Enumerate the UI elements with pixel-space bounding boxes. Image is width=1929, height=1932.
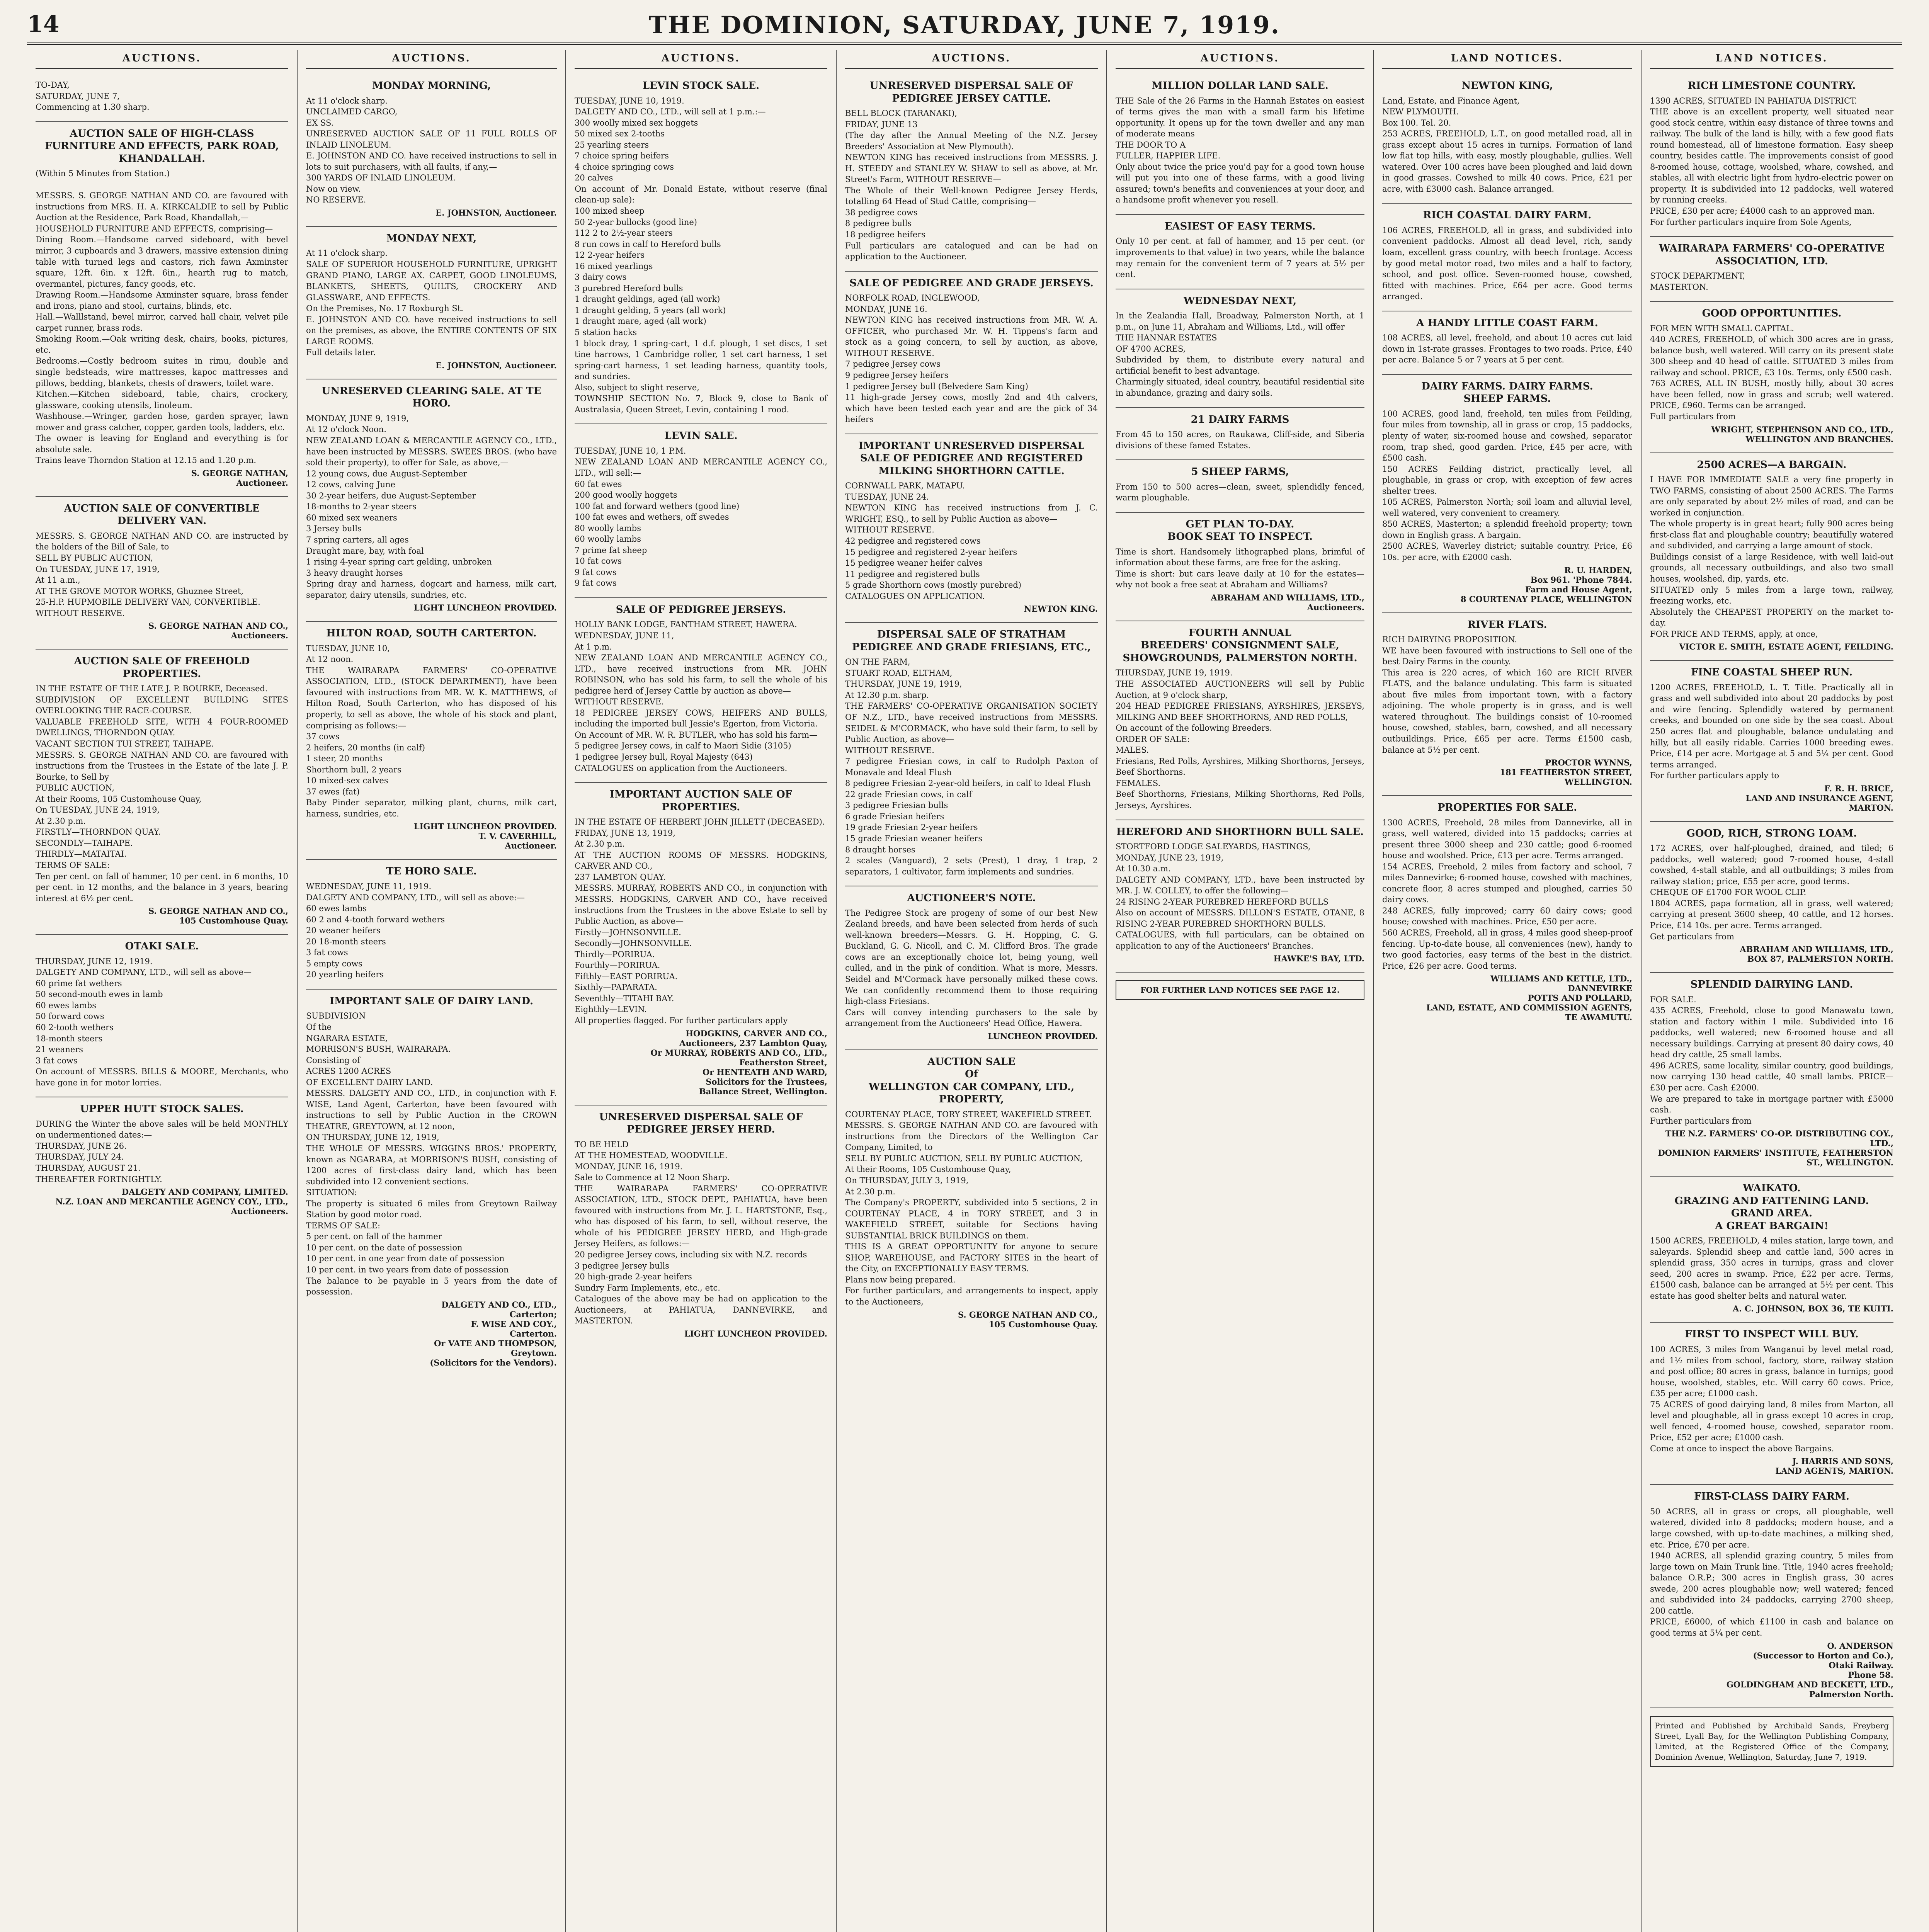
advertisement [845, 74, 1098, 272]
ad-signature: S. GEORGE NATHAN AND CO., 105 Customhouse Quay. [148, 906, 288, 926]
ad-body: MESSRS. S. GEORGE NATHAN AND CO. are instructed by the holders of the Bill of Sale, to SELL BY PUBLIC AUCTION, On TUESDAY, JUNE 17, 1919, At 11 a.m., AT THE GROVE MOTOR WORKS, Ghuznee Street, 25-H.P. HUPMOBILE DELIVERY VAN, CONVERTIBLE. WITHOUT RESERVE. [36, 531, 288, 618]
ad-heading: FINE COASTAL SHEEP RUN. [1691, 667, 1852, 679]
ad-heading: UNRESERVED CLEARING SALE. AT TE HORO. [322, 385, 545, 410]
ad-body: MONDAY, JUNE 9, 1919, At 12 o'clock Noon. NEW ZEALAND LOAN & MERCANTILE AGENCY CO., LTD., have been instructed by MESSRS. SWEES BROS. (who have sold their property), to offer for Sale, as above,— 12 young cows, due August-September 12 cows, calving June 30 2-year heifers, due August-September 18-months to 2-year steers 60 mixed sex weaners 3 Jersey bulls 7 spring carters, all ages Draught mare, bay, with foal 1 rising 4-year spring cart gelding, unbroken 3 heavy draught horses Spring dray and harness, dogcart and harness, milk cart, separator, dairy utensils, sundries, etc. [306, 413, 557, 600]
advertisement [575, 74, 827, 424]
column-header: AUCTIONS. [36, 50, 288, 69]
ad-heading: 21 DAIRY FARMS [1191, 413, 1289, 425]
advertisement [1116, 408, 1367, 461]
advertisement [1116, 820, 1364, 973]
column-3 [566, 50, 837, 1932]
continued-notice: FOR FURTHER LAND NOTICES SEE PAGE 12. [1116, 980, 1364, 1000]
ad-body: Only 10 per cent. at fall of hammer, and 15 per cent. (or improvements to that value) in two years, while the balance may remain for the convenient term of 7 years at 5½ per cent. [1116, 236, 1367, 279]
ad-body: At 11 o'clock sharp. SALE OF SUPERIOR HOUSEHOLD FURNITURE, UPRIGHT GRAND PIANO, LARGE AX. CARPET, GOOD LINOLEUMS, BLANKETS, SHEETS, QUILTS, CROCKERY AND GLASSWARE, AND EFFECTS. On the Premises, No. 17 Roxburgh St. E. JOHNSTON AND CO. have received instructions to sell on the premises, as above, the ENTIRE CONTENTS OF SIX LARGE ROOMS. Full details later. [306, 248, 557, 357]
ad-heading: 2500 ACRES—A BARGAIN. [1697, 459, 1847, 471]
ad-body: STORTFORD LODGE SALEYARDS, HASTINGS, MONDAY, JUNE 23, 1919, At 10.30 a.m. DALGETY AND COMPANY, LTD., have been instructed by MR. J. W. COLLEY, to offer the following— 24 RISING 2-YEAR PUREBRED HEREFORD BULLS Also on account of MESSRS. DILLON'S ESTATE, OTANE, 8 RISING 2-YEAR PUREBRED SHORTHORN BULLS. CATALOGUES, with full particulars, can be obtained on application to any of the Auctioneers' Branches. [1116, 842, 1364, 951]
ad-signature: O. ANDERSON (Successor to Horton and Co.), Otaki Railway. Phone 58. GOLDINGHAM AND BECKETT, LTD., Palmerston North. [1726, 1641, 1893, 1699]
ad-heading: WAIRARAPA FARMERS' CO-OPERATIVE ASSOCIATION, LTD. [1659, 243, 1888, 267]
ad-body: 50 ACRES, all in grass or crops, all ploughable, well watered, divided into 8 paddocks; modern house, and a large cowshed, with up-to-date machines, a milking shed, etc. Price, £70 per acre. 1940 ACRES, all splendid grazing country, 5 miles from large town on Main Trunk line. Title, 1940 acres freehold; balance O.R.P.; 300 acres in English grass, 30 acres swede, 200 acres ploughable now; well watered; fenced and subdivided into 24 paddocks, carrying 2700 sheep, 200 cattle. PRICE, £6000, of which £1100 in cash and balance on good terms at 5¼ per cent. [1650, 1507, 1893, 1638]
advertisement [575, 783, 827, 1105]
ad-body: BELL BLOCK (TARANAKI), FRIDAY, JUNE 13 (The day after the Annual Meeting of the N.Z. Jersey Breeders' Association at New Plymouth). NEWTON KING has received instructions from MESSRS. J. H. STEEDY and STANLEY W. SHAW to sell as above, at Mr. Street's Farm, WITHOUT RESERVE— The Whole of their Well-known Pedigree Jersey Herds, totalling 64 Head of Stud Cattle, comprising— 38 pedigree cows 8 pedigree bulls 18 pedigree heifers Full particulars are catalogued and can be had on application to the Auctioneer. [845, 109, 1098, 262]
advertisement [36, 650, 288, 935]
ad-signature: LIGHT LUNCHEON PROVIDED. T. V. CAVERHILL, Auctioneer. [413, 821, 557, 851]
advertisement [306, 379, 557, 622]
ad-body: 100 ACRES, good land, freehold, ten miles from Feilding, four miles from township, all in grass or crop, 15 paddocks, plenty of water, six-roomed house and cowshed, separator room, trap shed, good garden. Price, £45 per acre, with £500 cash. 150 ACRES Feilding district, practically level, all ploughable, in grass or crop, with exception of few acres shelter trees. 105 ACRES, Palmerston North; soil loam and alluvial level, well watered, very convenient to creamery. 850 ACRES, Masterton; a splendid freehold property; town down in English grass. A bargain. 2500 ACRES, Waverley district; suitable country. Price, £6 10s. per acre, with £2000 cash. [1382, 409, 1632, 562]
ad-body: 172 ACRES, over half-ploughed, drained, and tiled; 6 paddocks, well watered; good 7-roomed house, 4-stall cowshed, 4-stall stable, and all outbuildings; 3 miles from railway station; price, £55 per acre, good terms. CHEQUE OF £1700 FOR WOOL CLIP. 1804 ACRES, papa formation, all in grass, well watered; carrying at present 3600 sheep, 40 cattle, and 12 horses. Price, £14 10s. per acre. Terms arranged. Get particulars from [1650, 844, 1893, 941]
advertisement [1382, 796, 1632, 1031]
ad-signature: E. JOHNSTON, Auctioneer. [435, 207, 557, 218]
column-header: LAND NOTICES. [1650, 50, 1893, 69]
ad-body: IN THE ESTATE OF THE LATE J. P. BOURKE, Deceased. SUBDIVISION OF EXCELLENT BUILDING SITES OVERLOOKING THE RACE-COURSE. VALUABLE FREEHOLD SITE, WITH 4 FOUR-ROOMED DWELLINGS, THORNDON QUAY. VACANT SECTION TUI STREET, TAIHAPE. MESSRS. S. GEORGE NATHAN AND CO. are favoured with instructions from the Trustees in the Estate of the late J. P. Bourke, to Sell by PUBLIC AUCTION, At their Rooms, 105 Customhouse Quay, On TUESDAY, JUNE 24, 1919, At 2.30 p.m. FIRSTLY—THORNDON QUAY. SECONDLY—TAIHAPE. THIRDLY—MATAITAI. TERMS OF SALE: Ten per cent. on fall of hammer, 10 per cent. in 6 months, 10 per cent. in 12 months, and the balance in 3 years, bearing interest at 6½ per cent. [36, 684, 288, 903]
ad-signature: S. GEORGE NATHAN AND CO., Auctioneers. [148, 621, 288, 641]
column-4 [837, 50, 1107, 1932]
advertisement [575, 424, 827, 598]
advertisement [845, 886, 1098, 1050]
ad-body: TO BE HELD AT THE HOMESTEAD, WOODVILLE. MONDAY, JUNE 16, 1919. Sale to Commence at 12 Noon Sharp. THE WAIRARAPA FARMERS' CO-OPERATIVE ASSOCIATION, LTD., STOCK DEPT., PAHIATUA, have been favoured with instructions from Mr. J. L. HARTSTONE, Esq., who has disposed of his farm, to sell, without reserve, the whole of his PEDIGREE JERSEY HERD, and High-grade Jersey Heifers, as follows:— 20 pedigree Jersey cows, including six with N.Z. records 3 pedigree Jersey bulls 20 high-grade 2-year heifers Sundry Farm Implements, etc., etc. Catalogues of the above may be had on application to the Auctioneers, at PAHIATUA, DANNEVIRKE, and MASTERTON. [575, 1139, 827, 1326]
ad-heading: MONDAY NEXT, [386, 232, 477, 244]
advertisement [845, 623, 1098, 886]
masthead [27, 8, 1902, 45]
ad-body: 108 ACRES, all level, freehold, and about 10 acres cut laid down in 1st-rate grasses. Frontages to two roads. Price, £40 per acre. Balance 5 or 7 years at 5 per cent. [1382, 333, 1635, 365]
ad-body: SUBDIVISION Of the NGARARA ESTATE, MORRISON'S BUSH, WAIRARAPA. Consisting of ACRES 1200 ACRES OF EXCELLENT DAIRY LAND. MESSRS. DALGETY AND CO., LTD., in conjunction with F. WISE, Land Agent, Carterton, have been favoured with instructions to sell by Public Auction in the CROWN THEATRE, GREYTOWN, at 12 noon, ON THURSDAY, JUNE 12, 1919, THE WHOLE OF MESSRS. WIGGINS BROS.' PROPERTY, known as NGARARA, at MORRISON'S BUSH, consisting of 1200 acres of first-class dairy land, which has been subdivided into 12 convenient sections. SITUATION: The property is situated 6 miles from Greytown Railway Station by good motor road. TERMS OF SALE: 5 per cent. on fall of the hammer 10 per cent. on the date of possession 10 per cent. in one year from date of possession 10 per cent. in two years from date of possession The balance to be payable in 5 years from the date of possession. [306, 1011, 557, 1297]
ad-heading: SALE OF PEDIGREE AND GRADE JERSEYS. [849, 277, 1094, 289]
advertisement [1382, 613, 1632, 796]
ad-body: TUESDAY, JUNE 10, At 12 noon. THE WAIRARAPA FARMERS' CO-OPERATIVE ASSOCIATION, LTD., (STOCK DEPARTMENT), have been favoured with instructions from MR. W. K. MATTHEWS, of Hilton Road, South Carterton, who has disposed of his property, to sell as above, the whole of his stock and plant, comprising as follows:— 37 cows 2 heifers, 20 months (in calf) 1 steer, 20 months Shorthorn bull, 2 years 10 mixed-sex calves 37 ewes (fat) Baby Pinder separator, milking plant, churns, milk cart, harness, sundries, etc. [306, 643, 557, 818]
ad-heading: OTAKI SALE. [125, 940, 199, 952]
ad-body: I HAVE FOR IMMEDIATE SALE a very fine property in TWO FARMS, consisting of about 2500 ACRES. The Farms are only separated by about 2½ miles of road, and can be worked in conjunction. The whole property is in great heart; fully 900 acres being first-class flat and ploughable country; beautifully watered and subdivided, and carrying a large amount of stock. Buildings consist of a large Residence, with well laid-out grounds, all necessary outbuildings, and also two small houses, woolshed, dip, yards, etc. SITUATED only 5 miles from a large town, railway, freezing works, etc. Absolutely the CHEAPEST PROPERTY on the market to-day. FOR PRICE AND TERMS, apply, at once, [1650, 475, 1893, 639]
ad-body: From 45 to 150 acres, on Raukawa, Cliff-side, and Siberia divisions of these famed Estates. [1116, 430, 1367, 450]
advertisement [36, 122, 288, 497]
ad-body: The Pedigree Stock are progeny of some of our best New Zealand breeds, and have been selected from herds of such well-known breeders—Messrs. G. H. Hopping, C. G. Buckland, G. G. Nicoll, and C. M. Clifford Bros. The grade cows are an exceptionally choice lot, being young, well culled, and in the pink of condition. What is more, Messrs. Seidel and M'Cormack have personally milked these cows. We can confidently recommend them to those requiring high-class Friesians. Cars will convey intending purchasers to the sale by arrangement from the Auctioneers' Head Office, Hawera. [845, 908, 1098, 1028]
column-header: AUCTIONS. [306, 50, 557, 69]
ad-heading: PROPERTIES FOR SALE. [1437, 802, 1577, 814]
advertisement [1116, 460, 1367, 513]
ad-body: In the Zealandia Hall, Broadway, Palmerston North, at 1 p.m., on June 11, Abraham and Williams, Ltd., will offer THE HANNAR ESTATES OF 4700 ACRES, Subdivided by them, to distribute every natural and artificial benefit to best advantage. Charmingly situated, ideal country, beautiful residential site in abundance, grazing and dairy soils. [1116, 311, 1364, 398]
ad-body: TO-DAY, SATURDAY, JUNE 7, Commencing at 1.30 sharp. [36, 80, 150, 112]
ad-heading: EASIEST OF EASY TERMS. [1164, 220, 1316, 232]
ad-signature: R. U. HARDEN, Box 961. 'Phone 7844. Farm and House Agent, 8 COURTENAY PLACE, WELLINGTON [1460, 565, 1632, 604]
advertisement [306, 860, 557, 989]
ad-body: 100 ACRES, 3 miles from Wanganui by level metal road, and 1½ miles from school, factory, store, railway station and post office; 80 acres in grass, balance in turnips; good house, woolshed, stables, etc. Will carry 60 cows. Price, £35 per acre; £1000 cash. 75 ACRES of good dairying land, 8 miles from Marton, all level and ploughable, all in grass except 10 acres in crop, well fenced, 4-roomed house, cowshed, separator room. Price, £52 per acre; £1000 cash. Come at once to inspect the above Bargains. [1650, 1344, 1893, 1453]
ad-signature: WILLIAMS AND KETTLE, LTD., DANNEVIRKE POTTS AND POLLARD, LAND, ESTATE, AND COMMISSION AGENTS, TE AWAMUTU. [1426, 974, 1632, 1022]
advertisement [1382, 311, 1635, 375]
ad-heading: GOOD, RICH, STRONG LOAM. [1686, 827, 1857, 839]
advertisement [1650, 74, 1893, 237]
ad-body: COURTENAY PLACE, TORY STREET, WAKEFIELD STREET. MESSRS. S. GEORGE NATHAN AND CO. are favoured with instructions from the Directors of the Wellington Car Company, Limited, to SELL BY PUBLIC AUCTION, SELL BY PUBLIC AUCTION, At their Rooms, 105 Customhouse Quay, On THURSDAY, JULY 3, 1919, At 2.30 p.m. The Company's PROPERTY, subdivided into 5 sections, 2 in COURTENAY PLACE, 4 in TORY STREET, and 3 in WAKEFIELD STREET, suitable for Sections having SUBSTANTIAL BRICK BUILDINGS on them. THIS IS A GREAT OPPORTUNITY for anyone to secure SHOP, WAREHOUSE, and FACTORY SITES in the heart of the City, on EXCEPTIONALLY EASY TERMS. Plans now being prepared. For further particulars, and arrangements to inspect, apply to the Auctioneers, [845, 1109, 1098, 1306]
advertisement [306, 990, 557, 1376]
ad-heading: IMPORTANT AUCTION SALE OF PROPERTIES. [609, 789, 796, 813]
ad-signature: S. GEORGE NATHAN AND CO., 105 Customhouse Quay. [958, 1310, 1098, 1329]
ad-heading: MONDAY MORNING, [372, 80, 491, 92]
advertisement [306, 227, 557, 379]
ad-body: 1200 ACRES, FREEHOLD, L. T. Title. Practically all in grass and well subdivided into about 20 paddocks by post and wire fencing. Splendidly watered by permanent creeks, and bounded on one side by the sea coast. About 250 acres flat and ploughable, balance undulating and hilly, but all easily ridable. Carries 1000 breeding ewes. Price, £14 per acre. Mortgage at 5 and 5¼ per cent. Good terms arranged. For further particulars apply to [1650, 682, 1893, 781]
ad-heading: TE HORO SALE. [386, 866, 477, 878]
ad-body: (Within 5 Minutes from Station.) MESSRS. S. GEORGE NATHAN AND CO. are favoured with instructions from MRS. H. A. KIRKCALDIE to sell by Public Auction at the Residence, Park Road, Khandallah,— HOUSEHOLD FURNITURE AND EFFECTS, comprising— Dining Room.—Handsome carved sideboard, with bevel mirror, 3 cupboards and 3 drawers, massive extension dining table with turned legs and castors, rich fawn Axminster square, 12ft. 6in. x 12ft. 6in., hearth rug to match, overmantel, pictures, fancy goods, etc. Drawing Room.—Handsome Axminster square, brass fender and irons, piano and stool, curtains, blinds, etc. Hall.—Walllstand, bevel mirror, carved hall chair, velvet pile carpet runner, brass rods. Smoking Room.—Oak writing desk, chairs, books, pictures, etc. Bedrooms.—Costly bedroom suites in rimu, double and single bedsteads, wire mattresses, kapoc mattresses and pillows, bedding, blankets, chests of drawers, toilet ware. Kitchen.—Kitchen sideboard, table, chairs, crockery, glassware, cooking utensils, linoleum. Washhouse.—Wringer, garden hose, garden sprayer, lawn mower and grass catcher, copper, garden tools, ladders, etc. The owner is leaving for England and everything is for absolute sale. Trains leave Thorndon Station at 12.15 and 1.20 p.m. [36, 169, 288, 465]
ad-heading: IMPORTANT SALE OF DAIRY LAND. [329, 995, 533, 1007]
advertisement [36, 74, 288, 122]
ad-body: ON THE FARM, STUART ROAD, ELTHAM, THURSDAY, JUNE 19, 1919, At 12.30 p.m. sharp. THE FARMERS' CO-OPERATIVE ORGANISATION SOCIETY OF N.Z., LTD., have received instructions from MESSRS. SEIDEL & M'CORMACK, who have sold their farm, to sell by Public Auction, as above— WITHOUT RESERVE. 7 pedigree Friesian cows, in calf to Rudolph Paxton of Monavale and Ideal Flush 8 pedigree Friesian 2-year-old heifers, in calf to Ideal Flush 22 grade Friesian cows, in calf 3 pedigree Friesian bulls 6 grade Friesian heifers 19 grade Friesian 2-year heifers 15 grade Friesian weaner heifers 8 draught horses 2 scales (Vanguard), 2 sets (Prest), 1 dray, 1 trap, 2 separators, 1 cultivator, farm implements and sundries. [845, 657, 1098, 876]
advertisement [36, 1097, 288, 1225]
ad-body: 1300 ACRES, Freehold, 28 miles from Dannevirke, all in grass, well watered, divided into 15 paddocks; carries at present three 3000 sheep and 230 cattle; good 6-roomed house and woolshed. Price, £13 per acre. Terms arranged. 154 ACRES, Freehold, 2 miles from factory and school, 7 miles Dannevirke; 6-roomed house, cowshed with machines, concrete floor, 8 acres stumped and ploughed, carries 50 dairy cows. 248 ACRES, fully improved; carry 60 dairy cows; good house; cowshed with machines. Price, £50 per acre. 560 ACRES, Freehold, all in grass, 4 miles good sheep-proof fencing. Up-to-date house, all conveniences (new), handy to two good factories, easy terms of the best in the district. Price, £26 per acre. Good terms. [1382, 818, 1632, 971]
ad-body: WEDNESDAY, JUNE 11, 1919. DALGETY AND COMPANY, LTD., will sell as above:— 60 ewes lambs 60 2 and 4-tooth forward wethers 20 weaner heifers 20 18-month steers 3 fat cows 5 empty cows 20 yearling heifers [306, 881, 525, 980]
ad-body: THE Sale of the 26 Farms in the Hannah Estates on easiest of terms gives the man with a small farm his lifetime opportunity. It opens up for the town dweller and any man of moderate means THE DOOR TO A FULLER, HAPPIER LIFE. Only about twice the price you'd pay for a good town house will put you into one of these farms, with a good living assured; town's benefits and conveniences at your door, and a handsome profit whenever you resell. [1116, 96, 1364, 205]
ad-signature: LUNCHEON PROVIDED. [988, 1031, 1098, 1041]
publisher-imprint: Printed and Published by Archibald Sands, Freyberg Street, Lyall Bay, for the Wellington Publishing Company, Limited, at the Registered Office of the Company, Dominion Avenue, Wellington, Saturday, June 7, 1919. [1650, 1716, 1893, 1767]
ad-heading: A HANDY LITTLE COAST FARM. [1416, 317, 1598, 329]
advertisement [306, 74, 557, 227]
advertisement [1650, 822, 1893, 973]
ad-body: CORNWALL PARK, MATAPU. TUESDAY, JUNE 24. NEWTON KING has received instructions from J. C. WRIGHT, ESQ., to sell by Public Auction as above— WITHOUT RESERVE. 42 pedigree and registered cows 15 pedigree and registered 2-year heifers 15 pedigree weaner heifer calves 11 pedigree and registered bulls 5 grade Shorthorn cows (mostly purebred) CATALOGUES ON APPLICATION. [845, 481, 1098, 601]
advertisement [1650, 661, 1893, 821]
column-header: AUCTIONS. [1116, 50, 1364, 69]
ad-heading: AUCTION SALE OF FREEHOLD PROPERTIES. [74, 655, 253, 680]
ad-heading: DISPERSAL SALE OF STRATHAM PEDIGREE AND GRADE FRIESIANS, ETC., [852, 629, 1091, 653]
columns-container [27, 50, 1902, 1932]
ad-body: From 150 to 500 acres—clean, sweet, splendidly fenced, warm ploughable. [1116, 482, 1367, 503]
ad-heading: GOOD OPPORTUNITIES. [1702, 308, 1842, 320]
ad-heading: UNRESERVED DISPERSAL SALE OF PEDIGREE JERSEY HERD. [599, 1111, 806, 1136]
advertisement [1116, 215, 1367, 289]
ad-heading: RICH COASTAL DAIRY FARM. [1423, 209, 1592, 221]
ad-signature: F. R. H. BRICE, LAND AND INSURANCE AGENT, MARTON. [1745, 783, 1893, 813]
ad-heading: WEDNESDAY NEXT, [1183, 295, 1297, 307]
advertisement [36, 935, 288, 1097]
ad-signature: LIGHT LUNCHEON PROVIDED. [684, 1328, 827, 1338]
advertisement [1650, 1485, 1893, 1708]
ad-body: DURING the Winter the above sales will be held MONTHLY on undermentioned dates:— THURSDAY, JUNE 26. THURSDAY, JULY 24. THURSDAY, AUGUST 21. THEREAFTER FORTNIGHTLY. [36, 1119, 288, 1184]
ad-signature: WRIGHT, STEPHENSON AND CO., LTD., WELLINGTON AND BRANCHES. [1711, 424, 1893, 444]
ad-heading: IMPORTANT UNRESERVED DISPERSAL SALE OF PEDIGREE AND REGISTERED MILKING SHORTHORN CATTLE. [858, 440, 1088, 477]
newspaper-title: THE DOMINION, SATURDAY, JUNE 7, 1919. [648, 11, 1281, 39]
advertisement [1650, 237, 1893, 302]
ad-signature: THE N.Z. FARMERS' CO-OP. DISTRIBUTING COY., LTD., DOMINION FARMERS' INSTITUTE, FEATHERSTON ST., WELLINGTON. [1658, 1129, 1893, 1168]
ad-body: RICH DAIRYING PROPOSITION. WE have been favoured with instructions to Sell one of the best Dairy Farms in the county. This area is 220 acres, of which 160 are RICH RIVER FLATS, and the balance undulating. This farm is situated about five miles from important town, with a factory adjoining. The whole property is in grass, and is well watered throughout. The buildings consist of 10-roomed house, cowshed, stables, barn, cowshed, and all necessary outbuildings. Price, £65 per acre. Terms £1500 cash, balance at 5½ per cent. [1382, 635, 1632, 755]
column-1 [27, 50, 298, 1932]
advertisement [1650, 453, 1893, 661]
ad-body: 106 ACRES, FREEHOLD, all in grass, and subdivided into convenient paddocks. Almost all dead level, rich, sandy loam, excellent grass country, with beech frontage. Access by good metal motor road, two miles and a half to factory, school, and post office. Seven-roomed house, cowshed, fitted with machines. Price, £64 per acre. Good terms arranged. [1382, 225, 1635, 301]
ad-body: 1390 ACRES, SITUATED IN PAHIATUA DISTRICT. THE above is an excellent property, well situated near good stock centre, within easy distance of three towns and railway. The bulk of the land is hilly, with a few good flats round homestead, all of limestone formation. Easy sheep country, besides cattle. The improvements consist of good 8-roomed house, cottage, woolshed, whare, cowshed, and stables, all with electric light from hydro-electric power on property. It is subdivided into 12 paddocks, well watered by running creeks. PRICE, £30 per acre; £4000 cash to an approved man. For further particulars inquire from Sole Agents, [1650, 96, 1893, 227]
ad-body: FOR MEN WITH SMALL CAPITAL. 440 ACRES, FREEHOLD, of which 300 acres are in grass, balance bush, well watered. Will carry on its present state 300 sheep and 40 head of cattle. SITUATED 3 miles from railway and school. PRICE, £3 10s. Terms, only £500 cash. 763 ACRES, ALL IN BUSH, mostly hilly, about 30 acres have been felled, now in grass and scrub; well watered. PRICE, £960. Terms can be arranged. Full particulars from [1650, 323, 1893, 422]
column-header: LAND NOTICES. [1382, 50, 1632, 69]
column-header: AUCTIONS. [845, 50, 1098, 69]
advertisement [1382, 204, 1635, 311]
ad-body: THURSDAY, JUNE 19, 1919. THE ASSOCIATED AUCTIONEERS will sell by Public Auction, at 9 o'clock sharp, 204 HEAD PEDIGREE FRIESIANS, AYRSHIRES, JERSEYS, MILKING AND BEEF SHORTHORNS, AND RED POLLS, On account of the following Breeders. ORDER OF SALE: MALES. Friesians, Red Polls, Ayrshires, Milking Shorthorns, Jerseys, Beef Shorthorns. FEMALES. Beef Shorthorns, Friesians, Milking Shorthorns, Red Polls, Jerseys, Ayrshires. [1116, 668, 1364, 810]
ad-body: STOCK DEPARTMENT, MASTERTON. [1650, 271, 1745, 292]
ad-heading: NEWTON KING, [1461, 80, 1553, 92]
ad-heading: AUCTION SALE Of WELLINGTON CAR COMPANY, LTD., PROPERTY, [868, 1056, 1075, 1105]
ad-heading: GET PLAN TO-DAY. BOOK SEAT TO INSPECT. [1167, 518, 1313, 543]
advertisement [1650, 1323, 1893, 1485]
ad-heading: FIRST-CLASS DAIRY FARM. [1694, 1491, 1849, 1503]
column-header: AUCTIONS. [575, 50, 827, 69]
advertisement [845, 1050, 1098, 1338]
advertisement [575, 1105, 827, 1347]
advertisement [1116, 289, 1364, 408]
ad-heading: FOURTH ANNUAL BREEDERS' CONSIGNMENT SALE, SHOWGROUNDS, PALMERSTON NORTH. [1123, 627, 1357, 664]
advertisement [845, 434, 1098, 623]
advertisement [306, 622, 557, 860]
ad-signature: DALGETY AND COMPANY, LIMITED. N.Z. LOAN AND MERCANTILE AGENCY COY., LTD., Auctioneers. [55, 1187, 288, 1216]
advertisement [1650, 302, 1893, 453]
ad-heading: RIVER FLATS. [1467, 619, 1547, 631]
ad-heading: AUCTION SALE OF HIGH-CLASS FURNITURE AND EFFECTS, PARK ROAD, KHANDALLAH. [45, 128, 282, 165]
ad-signature: HODGKINS, CARVER AND CO., Auctioneers, 237 Lambton Quay, Or MURRAY, ROBERTS AND CO., LTD., Featherston Street, Or HENTEATH AND WARD, Solicitors for the Trustees, Ballance Street, Wellington. [650, 1028, 827, 1096]
column-7 [1642, 50, 1902, 1932]
ad-heading: SALE OF PEDIGREE JERSEYS. [616, 604, 786, 616]
column-5 [1107, 50, 1374, 1932]
advertisement [845, 272, 1098, 434]
ad-signature: ABRAHAM AND WILLIAMS, LTD., Auctioneers. [1211, 592, 1364, 612]
advertisement [1116, 621, 1364, 820]
ad-signature: E. JOHNSTON, Auctioneer. [435, 360, 557, 370]
advertisement [1650, 1177, 1896, 1323]
ad-heading: WAIKATO. GRAZING AND FATTENING LAND. GRAND AREA. A GREAT BARGAIN! [1674, 1182, 1869, 1232]
ad-body: FOR SALE. 435 ACRES, Freehold, close to good Manawatu town, station and factory within 1 mile. Subdivided into 16 paddocks, well watered; new 6-roomed house and all necessary buildings. Carrying at present 80 dairy cows, 40 head dry cattle, 25 small lambs. 496 ACRES, same locality, similar country, good buildings, now carrying 130 head cattle, 40 small lambs. PRICE—£30 per acre. Cash £2000. We are prepared to take in mortgage partner with £5000 cash. Further particulars from [1650, 995, 1893, 1126]
ad-signature: VICTOR E. SMITH, ESTATE AGENT, FEILDING. [1679, 642, 1893, 652]
ad-body: IN THE ESTATE OF HERBERT JOHN JILLETT (DECEASED). FRIDAY, JUNE 13, 1919, At 2.30 p.m. AT THE AUCTION ROOMS OF MESSRS. HODGKINS, CARVER AND CO., 237 LAMBTON QUAY. MESSRS. MURRAY, ROBERTS AND CO., in conjunction with MESSRS. HODGKINS, CARVER AND CO., have received instructions from the Trustees in the above Estate to sell by Public Auction, as above— Firstly—JOHNSONVILLE. Secondly—JOHNSONVILLE. Thirdly—PORIRUA. Fourthly—PORIRUA. Fifthly—EAST PORIRUA. Sixthly—PAPARATA. Seventhly—TITAHI BAY. Eighthly—LEVIN. All properties flagged. For further particulars apply [575, 817, 827, 1025]
ad-body: TUESDAY, JUNE 10, 1 P.M. NEW ZEALAND LOAN AND MERCANTILE AGENCY CO., LTD., will sell:— 60 fat ewes 200 good woolly hoggets 100 fat and forward wethers (good line) 100 fat ewes and wethers, off swedes 80 woolly lambs 60 woolly lambs 7 prime fat sheep 10 fat cows 9 fat cows 9 fat cows [575, 446, 827, 588]
ad-heading: HILTON ROAD, SOUTH CARTERTON. [326, 628, 537, 639]
ad-signature: PROCTOR WYNNS, 181 FEATHERSTON STREET, WELLINGTON. [1500, 758, 1632, 787]
ad-body: TUESDAY, JUNE 10, 1919. DALGETY AND CO., LTD., will sell at 1 p.m.:— 300 woolly mixed sex hoggets 50 mixed sex 2-tooths 25 yearling steers 7 choice spring heifers 4 choice springing cows 20 calves On account of Mr. Donald Estate, without reserve (final clean-up sale): 100 mixed sheep 50 2-year bullocks (good line) 112 2 to 2½-year steers 8 run cows in calf to Hereford bulls 12 2-year heifers 16 mixed yearlings 3 dairy cows 3 purebred Hereford bulls 1 draught geldings, aged (all work) 1 draught gelding, 5 years (all work) 1 draught mare, aged (all work) 5 station hacks 1 block dray, 1 spring-cart, 1 d.f. plough, 1 set discs, 1 set tine harrows, 1 Cambridge roller, 1 set cart harness, 1 set spring-cart harness, 1 set leading harness, quantity tools, and sundries. Also, subject to slight reserve, TOWNSHIP SECTION No. 7, Block 9, close to Bank of Australasia, Queen Street, Levin, containing 1 rood. [575, 96, 827, 414]
ad-body: HOLLY BANK LODGE, FANTHAM STREET, HAWERA. WEDNESDAY, JUNE 11, At 1 p.m. NEW ZEALAND LOAN AND MERCANTILE AGENCY CO., LTD., have received instructions from MR. JOHN ROBINSON, who has sold his farm, to sell the whole of his pedigree herd of Jersey Cattle by auction as above— WITHOUT RESERVE. 18 PEDIGREE JERSEY COWS, HEIFERS AND BULLS, including the imported bull Jessie's Egerton, from Victoria. On Account of MR. W. R. BUTLER, who has sold his farm— 5 pedigree Jersey cows, in calf to Maori Sidie (3105) 1 pedigree Jersey bull, Royal Majesty (643) CATALOGUES on application from the Auctioneers. [575, 620, 827, 773]
ad-body: 1500 ACRES, FREEHOLD, 4 miles station, large town, and saleyards. Splendid sheep and cattle land, 500 acres in splendid grass, 350 acres in turnips, grass and clover seed, 200 acres in swamp. Price, £22 per acre. Terms, £1500 cash, balance can be arranged at 5½ per cent. This estate has good shelter belts and natural water. [1650, 1236, 1896, 1301]
column-2 [298, 50, 566, 1932]
advertisement [36, 497, 288, 650]
ad-heading: LEVIN SALE. [664, 430, 738, 442]
ad-heading: LEVIN STOCK SALE. [642, 80, 760, 92]
advertisement [1382, 74, 1632, 204]
ad-body: At 11 o'clock sharp. UNCLAIMED CARGO, EX SS. UNRESERVED AUCTION SALE OF 11 FULL ROLLS OF INLAID LINOLEUM. E. JOHNSTON AND CO. have received instructions to sell in lots to suit purchasers, with all faults, if any,— 300 YARDS OF INLAID LINOLEUM. Now on view. NO RESERVE. [306, 96, 557, 205]
ad-heading: SPLENDID DAIRYING LAND. [1690, 979, 1853, 991]
ad-heading: AUCTIONEER'S NOTE. [907, 892, 1036, 904]
advertisement [575, 598, 827, 783]
ad-signature: DALGETY AND CO., LTD., Carterton; F. WISE AND COY., Carterton. Or VATE AND THOMPSON, Greytown. (Solicitors for the Vendors). [430, 1299, 557, 1367]
ad-heading: HEREFORD AND SHORTHORN BULL SALE. [1116, 826, 1364, 838]
advertisement [1382, 375, 1632, 613]
ad-signature: A. C. JOHNSON, BOX 36, TE KUITI. [1733, 1304, 1893, 1314]
ad-body: NORFOLK ROAD, INGLEWOOD, MONDAY, JUNE 16. NEWTON KING has received instructions from MR. W. A. OFFICER, who purchased Mr. W. H. Tippens's farm and stock as a going concern, to sell by auction, as above, WITHOUT RESERVE. 7 pedigree Jersey cows 9 pedigree Jersey heifers 1 pedigree Jersey bull (Belvedere Sam King) 11 high-grade Jersey cows, mostly 2nd and 4th calvers, which have been tested each year and are the pick of 34 heifers [845, 293, 1098, 424]
column-6 [1374, 50, 1642, 1932]
ad-heading: AUCTION SALE OF CONVERTIBLE DELIVERY VAN. [64, 502, 264, 527]
ad-body: Time is short. Handsomely lithographed plans, brimful of information about these farms, are free for the asking. Time is short: but cars leave daily at 10 for the estates—why not book a free seat at Abraham and Williams? [1116, 547, 1364, 590]
ad-signature: ABRAHAM AND WILLIAMS, LTD., BOX 87, PALMERSTON NORTH. [1740, 944, 1893, 964]
ad-signature: LIGHT LUNCHEON PROVIDED. [413, 603, 557, 613]
ad-body: THURSDAY, JUNE 12, 1919. DALGETY AND COMPANY, LTD., will sell as above— 60 prime fat wethers 50 second-mouth ewes in lamb 60 ewes lambs 50 forward cows 60 2-tooth wethers 18-month steers 21 weaners 3 fat cows On account of MESSRS. BILLS & MOORE, Merchants, who have gone in for motor lorries. [36, 956, 288, 1087]
ad-signature: S. GEORGE NATHAN, Auctioneer. [191, 468, 288, 488]
ad-signature: HAWKE'S BAY, LTD. [1273, 954, 1364, 964]
ad-heading: 5 SHEEP FARMS, [1191, 466, 1289, 478]
ad-heading: UPPER HUTT STOCK SALES. [80, 1103, 244, 1115]
page-number: 14 [27, 11, 60, 38]
ad-heading: RICH LIMESTONE COUNTRY. [1687, 80, 1856, 92]
ad-heading: MILLION DOLLAR LAND SALE. [1152, 80, 1329, 92]
ad-heading: UNRESERVED DISPERSAL SALE OF PEDIGREE JERSEY CATTLE. [869, 80, 1077, 104]
ad-signature: J. HARRIS AND SONS, LAND AGENTS, MARTON. [1775, 1456, 1893, 1476]
ad-body: Land, Estate, and Finance Agent, NEW PLYMOUTH. Box 100. Tel. 20. 253 ACRES, FREEHOLD, L.T., on good metalled road, all in grass except about 15 acres in turnips. Formation of land low flat top hills, with easy, mostly ploughable, gullies. Well watered. Over 100 acres have been ploughed and laid down in good grasses. Cowshed to milk 40 cows. Price, £21 per acre, with £3000 cash. Balance arranged. [1382, 96, 1632, 194]
ad-signature: NEWTON KING. [1024, 604, 1098, 614]
advertisement [1116, 74, 1364, 215]
advertisement [1650, 973, 1893, 1177]
ad-heading: DAIRY FARMS. DAIRY FARMS. SHEEP FARMS. [1421, 380, 1593, 405]
advertisement [1116, 513, 1364, 621]
ad-heading: FIRST TO INSPECT WILL BUY. [1685, 1328, 1859, 1340]
